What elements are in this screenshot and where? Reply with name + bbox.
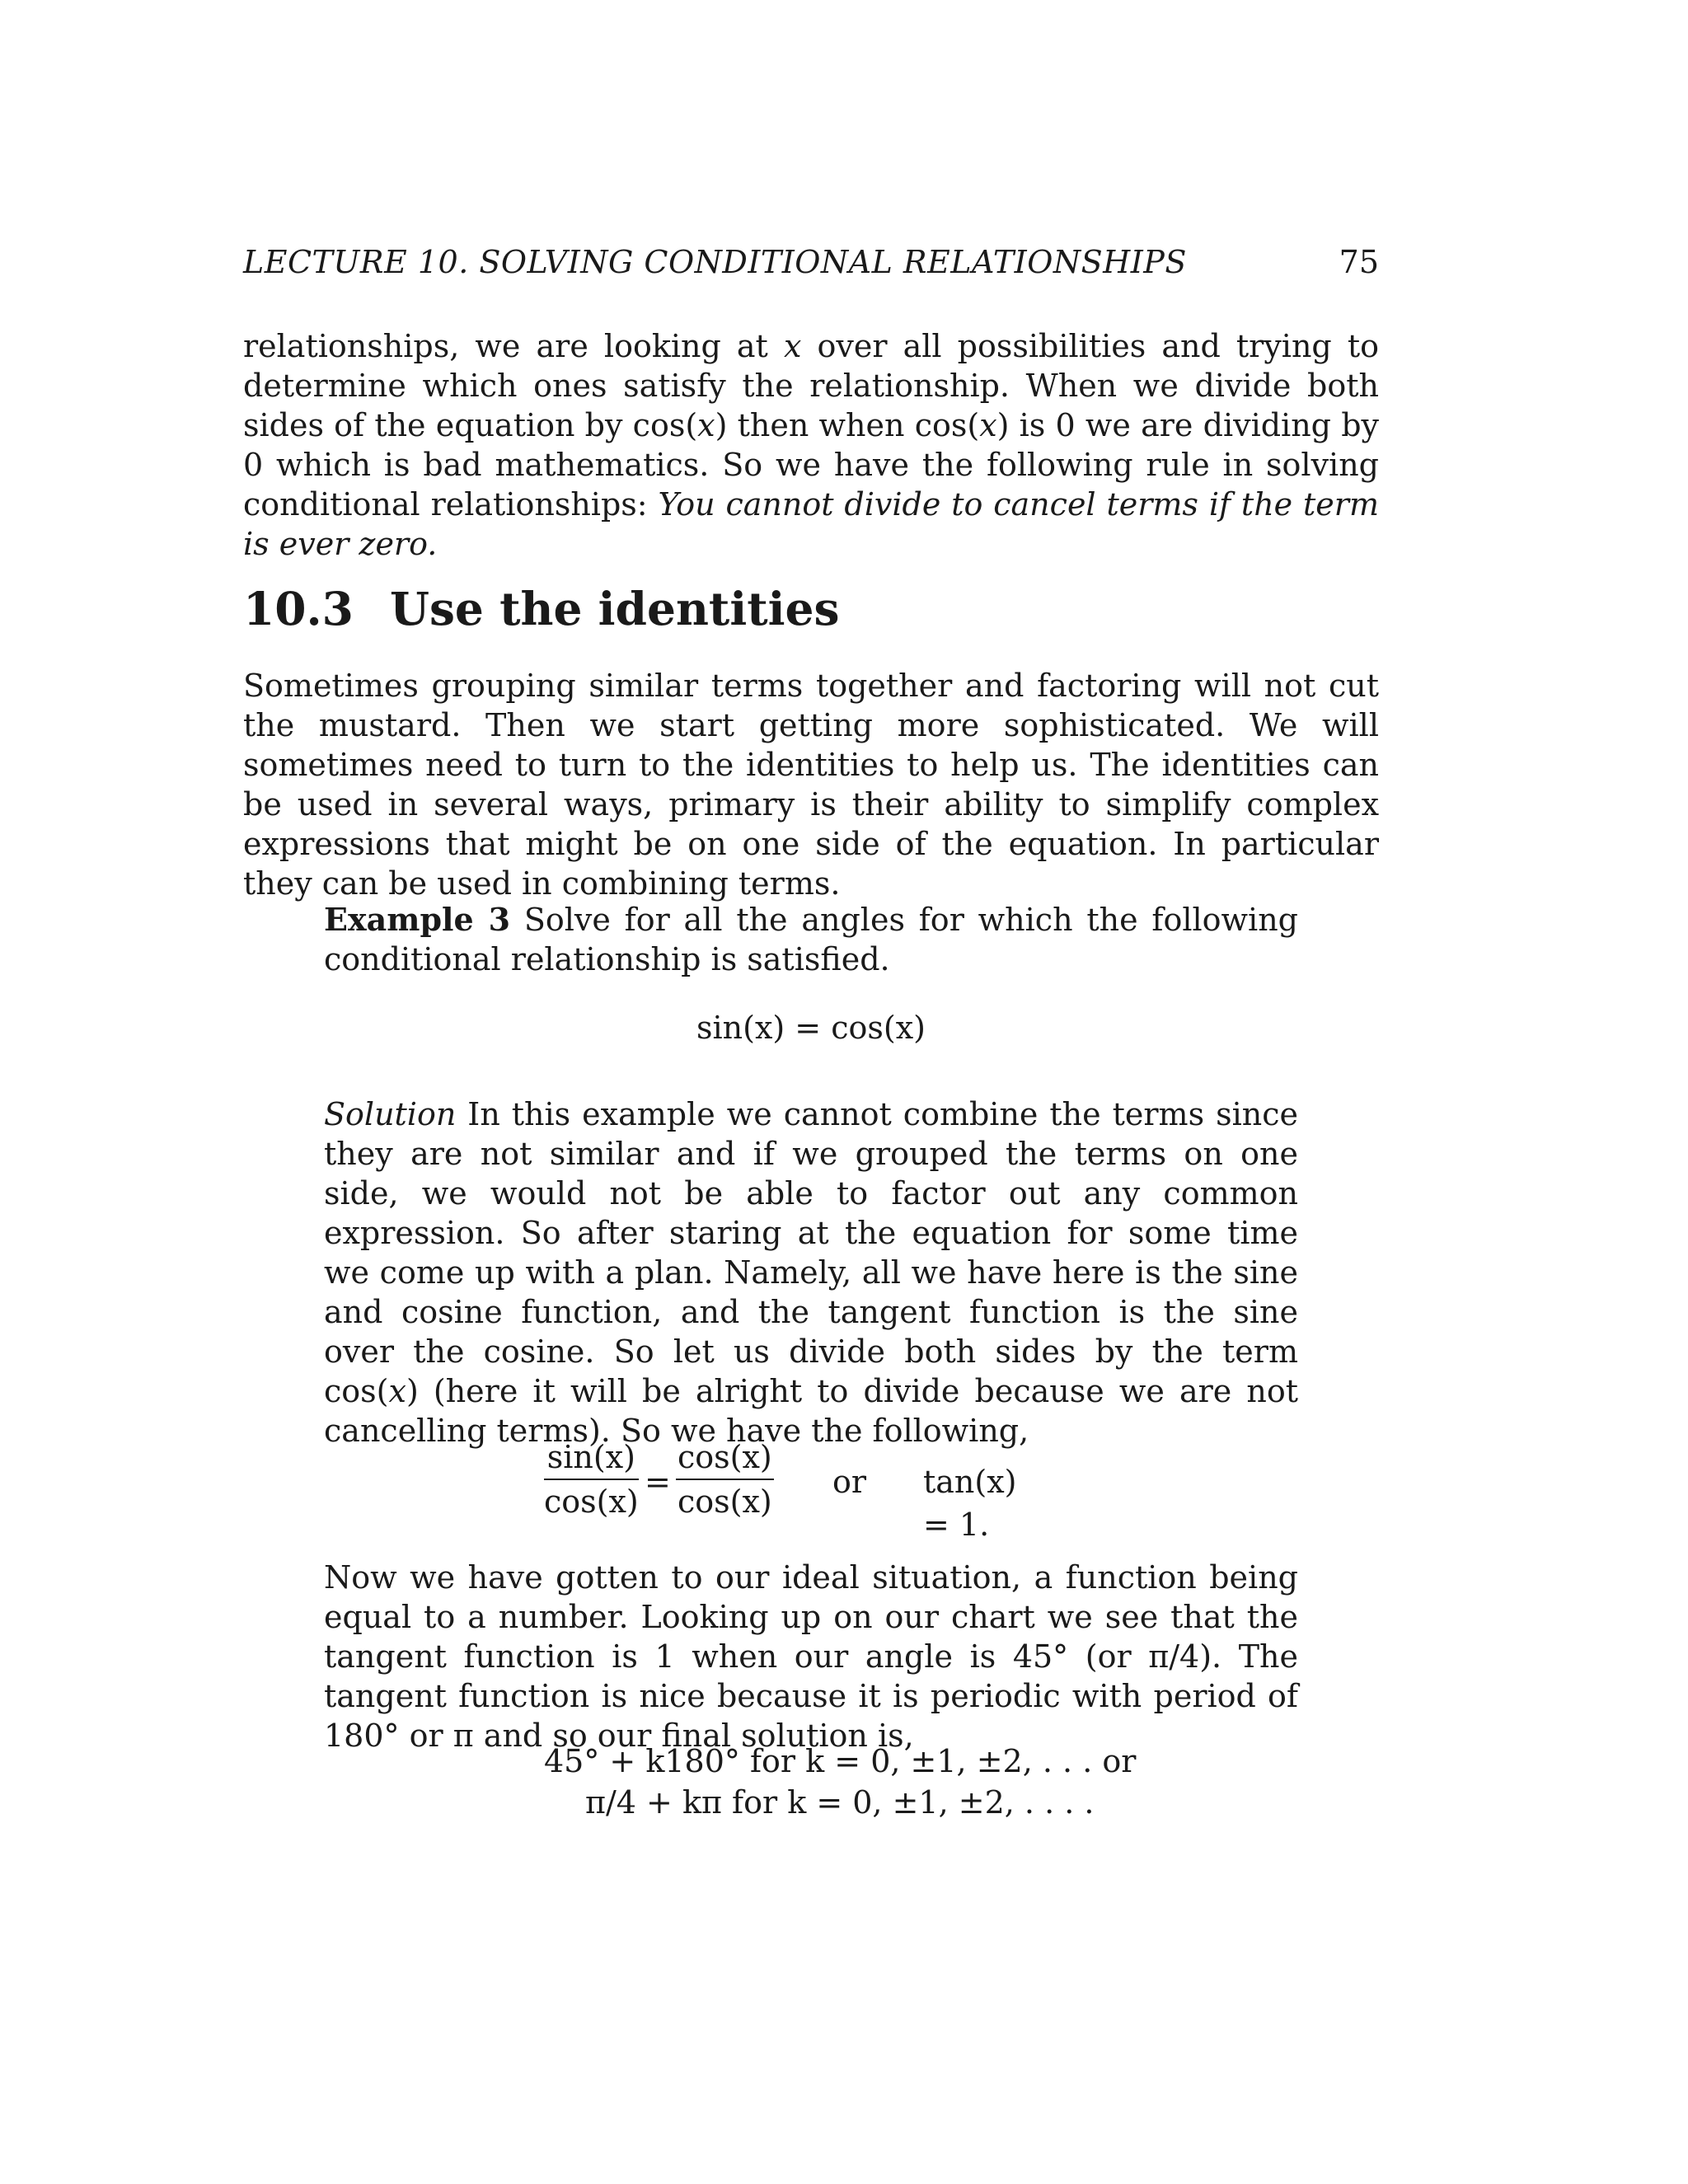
rule-text: You cannot divide to cancel terms if the term is ever zero. [243,486,1379,562]
fraction-denominator: cos(x) [678,1483,772,1520]
intro-paragraph [243,326,1379,564]
final-solution-line-2: π/4 + kπ for k = 0, ±1, ±2, . . . . [585,1784,1095,1821]
page-number: 75 [1339,244,1379,280]
running-head: LECTURE 10. SOLVING CONDITIONAL RELATIONSHIPS [243,244,1187,280]
intro-text-a: relationships, we are looking at [243,328,784,364]
example-prompt-text: Solve for all the angles for which the following conditional relationship is satisfied. [324,902,1298,977]
fraction-cos-over-cos [676,1436,774,1523]
intro-text-c: ) then when cos( [715,407,980,443]
example-equation: sin(x) = cos(x) [696,1010,926,1046]
solution-text-a: In this example we cannot combine the terms since they are not similar and if we grouped the terms on one side, we would not be able to factor out any common expression. So after staring at the equation for some time we come up with a plan. Namely, all we have here is the sine and cosine function, and the tangent function is the sine over the cosine. So let us divide both sides by the term cos( [324,1096,1298,1409]
tangent-equation: tan(x) = 1. [923,1464,1017,1543]
final-solution-line-1: 45° + k180° for k = 0, ±1, ±2, . . . or [544,1743,1137,1779]
section-title: Use the identities [390,582,840,635]
equals-sign: = [645,1464,671,1500]
math-var-x: x [388,1373,406,1409]
section-number: 10.3 [243,582,354,635]
math-var-x: x [697,407,715,443]
example-prompt [324,900,1298,979]
or-word: or [832,1464,867,1500]
solution-text-b: ) (here it will be alright to divide because we are not cancelling terms). So we have the following, [324,1373,1298,1449]
solution-paragraph [324,1094,1298,1451]
fraction-numerator: cos(x) [676,1436,774,1480]
example-label: Example 3 [324,901,511,938]
section-body: Sometimes grouping similar terms together and factoring will not cut the mustard. Then we start getting more sophisticated. We will sometimes need to turn to the identities to help us. The identities can be used in several ways, primary is their ability to simplify complex expressions that might be on one side of the equation. In particular they can be used in combining terms. [243,668,1379,902]
fraction-numerator: sin(x) [544,1436,639,1480]
fraction-denominator: cos(x) [544,1483,639,1520]
math-var-x: x [979,407,997,443]
section-heading [243,580,840,638]
math-var-x: x [783,328,802,364]
intro-text-b: over all possibilities and trying to determine which ones satisfy the relationship. When we divide both sides of the equation by cos( [243,328,1380,443]
fraction-sin-over-cos [544,1436,639,1523]
intro-text-d: ) is 0 we are dividing by 0 which is bad mathematics. So we have the following rule in solving conditional relationships: [243,407,1379,523]
solution-label: Solution [324,1096,457,1132]
followup-paragraph: Now we have gotten to our ideal situation, a function being equal to a number. Looking up on our chart we see that the tangent function is 1 when our angle is 45° (or π/4). The tangent function is nice because it is periodic with period of 180° or π and so our final solution is, [324,1559,1298,1754]
